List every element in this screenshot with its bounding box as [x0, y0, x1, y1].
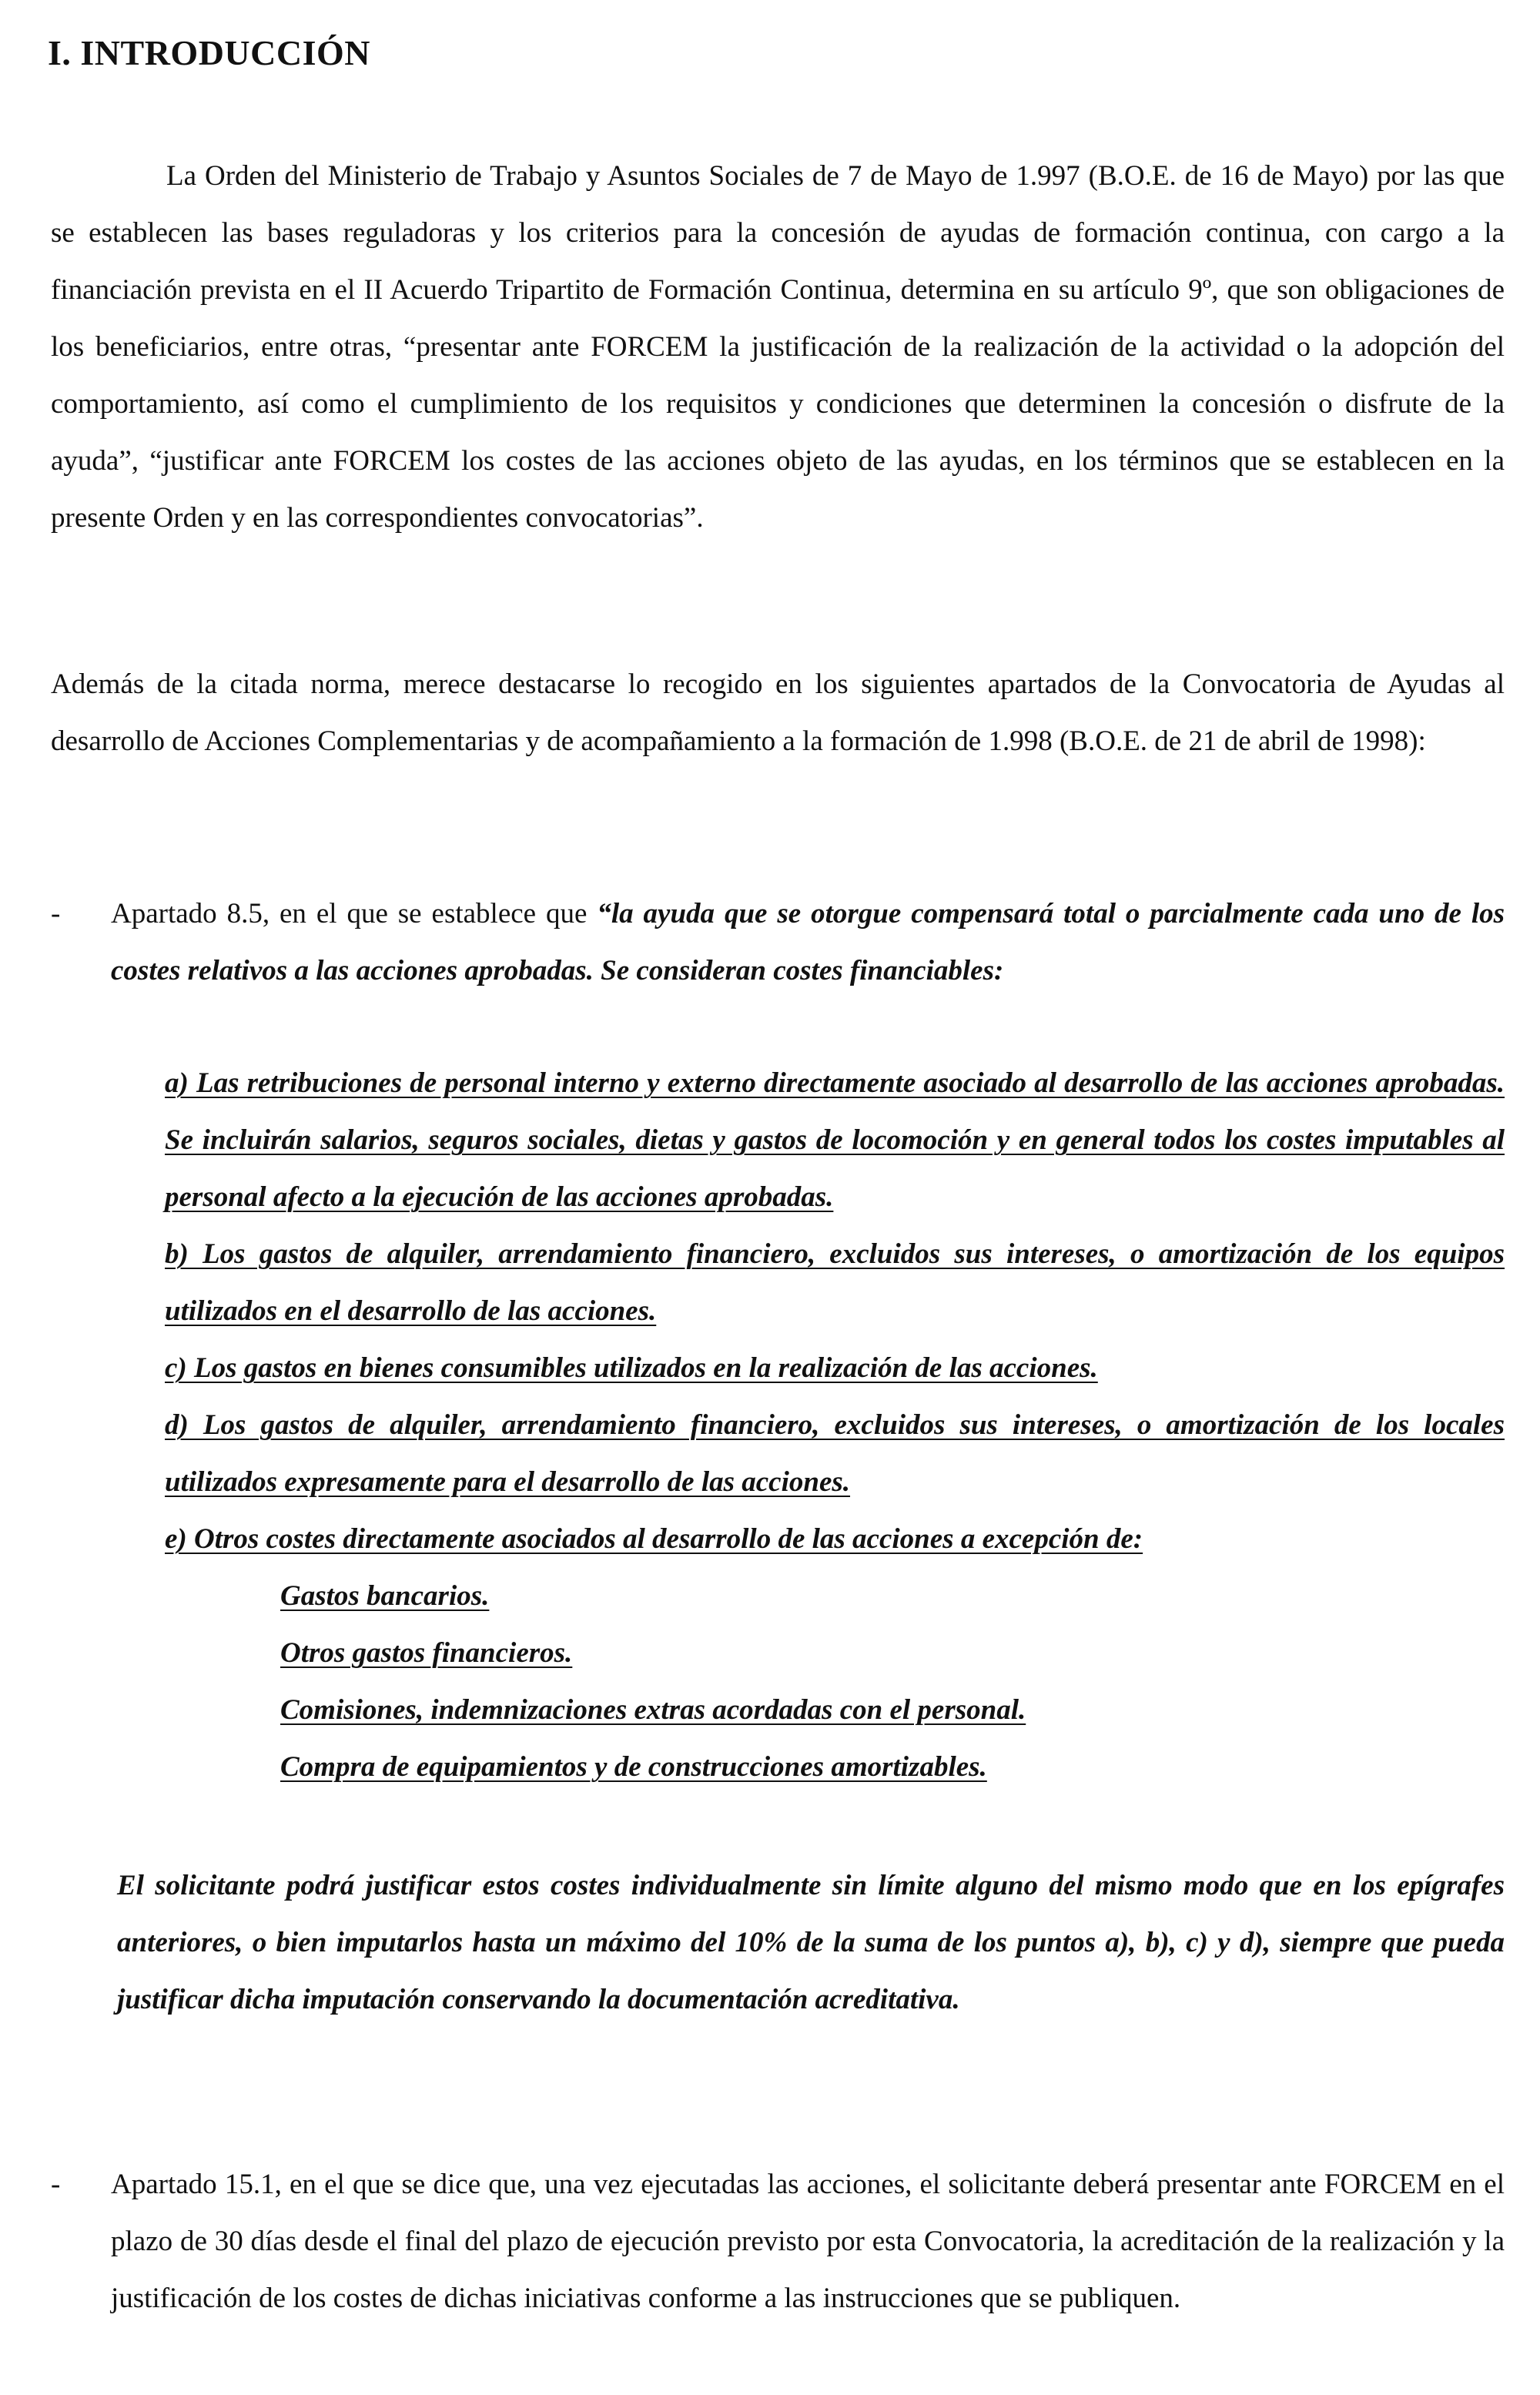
bullet-quote: “la ayuda que se otorgue compensará total o parcialmente cada uno de los costes relativos a las acciones aprobadas. Se consideran costes financiables:	[111, 898, 1505, 986]
bullet-lead: Apartado 8.5, en el que se establece que	[111, 898, 598, 930]
bullet-apartado-8-5	[51, 886, 1505, 1000]
exception-item: Comisiones, indemnizaciones extras acordadas con el personal.	[280, 1694, 1026, 1726]
exception-item: Compra de equipamientos y de construcciones amortizables.	[280, 1751, 987, 1783]
bullet-text	[111, 886, 1505, 1000]
exceptions-list	[280, 1568, 1026, 1796]
exception-item: Gastos bancarios.	[280, 1580, 490, 1612]
justification-note: El solicitante podrá justificar estos costes individualmente sin límite alguno del mismo modo que en los epígrafes anteriores, o bien imputarlos hasta un máximo del 10% de la suma de los puntos a), b), c) y d), siempre que pueda justificar dicha imputación conservando la documentación acreditativa.	[117, 1870, 1505, 2015]
cost-item-e: e) Otros costes directamente asociados al desarrollo de las acciones a excepción de:	[165, 1523, 1143, 1555]
cost-items-list	[165, 1055, 1505, 1568]
bullet-dash: -	[51, 2169, 61, 2200]
cost-item-c: c) Los gastos en bienes consumibles utilizados en la realización de las acciones.	[165, 1352, 1098, 1384]
exception-item: Otros gastos financieros.	[280, 1637, 573, 1669]
bullet-dash: -	[51, 898, 61, 930]
cost-item-a: a) Las retribuciones de personal interno y externo directamente asociado al desarrollo de las acciones aprobadas. Se incluirán salarios, seguros sociales, dietas y gastos de locomoción y en general todos los costes imputables al personal afecto a la ejecución de las acciones aprobadas.	[165, 1067, 1505, 1213]
bullet-text: Apartado 15.1, en el que se dice que, una vez ejecutadas las acciones, el solicitante deberá presentar ante FORCEM en el plazo de 30 días desde el final del plazo de ejecución previsto por esta Convocatoria, la acreditación de la realización y la justificación de los costes de dichas iniciativas conforme a las instrucciones que se publiquen.	[111, 2169, 1505, 2314]
intro-paragraph: La Orden del Ministerio de Trabajo y Asuntos Sociales de 7 de Mayo de 1.997 (B.O.E. de 16 de Mayo) por las que se establecen las bases reguladoras y los criterios para la concesión de ayudas de formación continua, con cargo a la financiación prevista en el II Acuerdo Tripartito de Formación Continua, determina en su artículo 9º, que son obligaciones de los beneficiarios, entre otras, “presentar ante FORCEM la justificación de la realización de la actividad o la adopción del comportamiento, así como el cumplimiento de los requisitos y condiciones que determinen la concesión o disfrute de la ayuda”, “justificar ante FORCEM los costes de las acciones objeto de las ayudas, en los términos que se establecen en la presente Orden y en las correspondientes convocatorias”.	[51, 160, 1505, 534]
second-paragraph: Además de la citada norma, merece destacarse lo recogido en los siguientes apartados de la Convocatoria de Ayudas al desarrollo de Acciones Complementarias y de acompañamiento a la formación de 1.998 (B.O.E. de 21 de abril de 1998):	[51, 668, 1505, 757]
bullet-apartado-15-1	[51, 2156, 1505, 2327]
cost-item-d: d) Los gastos de alquiler, arrendamiento financiero, excluidos sus intereses, o amortización de los locales utilizados expresamente para el desarrollo de las acciones.	[165, 1409, 1505, 1498]
cost-item-b: b) Los gastos de alquiler, arrendamiento financiero, excluidos sus intereses, o amortización de los equipos utilizados en el desarrollo de las acciones.	[165, 1238, 1505, 1327]
section-title: I. INTRODUCCIÓN	[48, 33, 370, 72]
